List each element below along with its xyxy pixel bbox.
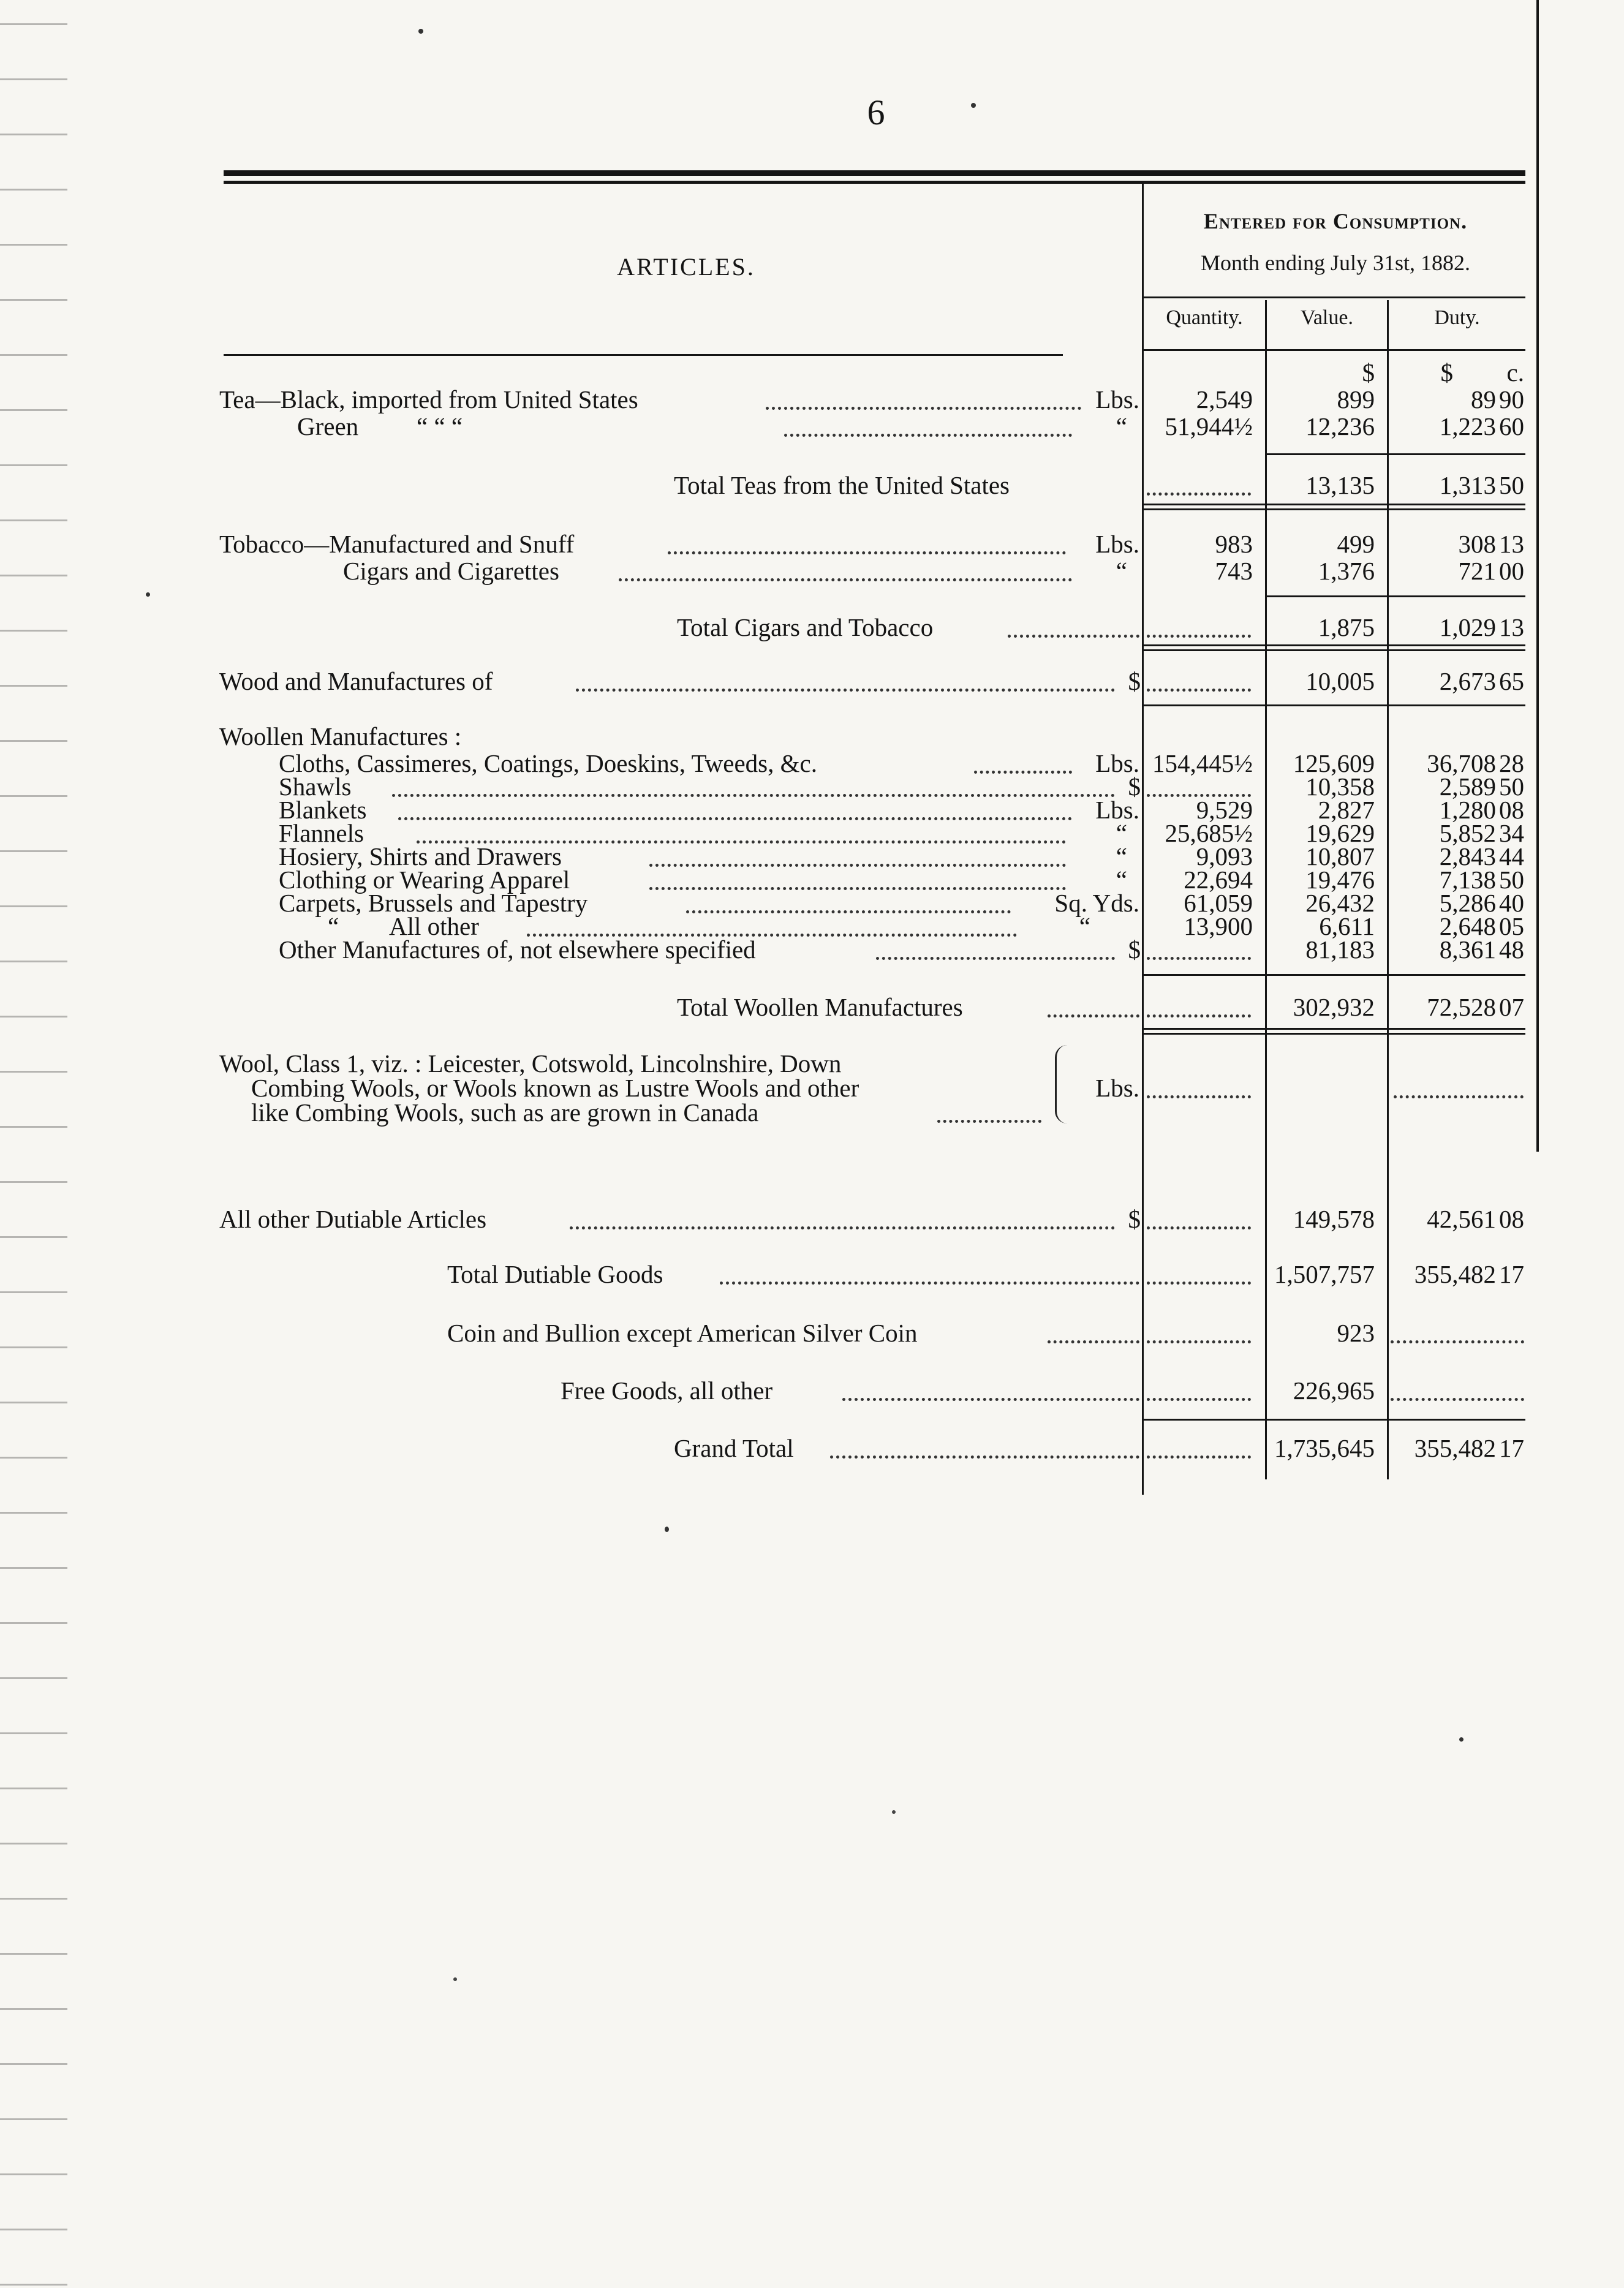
tea-green-unit: “ [1116,412,1127,440]
articles-heading: ARTICLES. [617,253,755,281]
empty-qty-dots [1147,1395,1251,1401]
woollen-heading: Woollen Manufactures : [219,722,462,750]
grand-total-duty-cents: 17 [1499,1434,1524,1462]
cloths-qty: 154,445½ [1152,749,1253,777]
total-tobacco-duty-cents: 13 [1499,613,1524,641]
wool-unit: Lbs. [1095,1074,1139,1102]
leader-dots [649,885,1066,890]
empty-qty-dots [1147,1279,1251,1285]
scan-speck [1459,1737,1463,1742]
leader-dots [1048,1012,1139,1018]
tobacco-manufactured-label: Tobacco—Manufactured and Snuff [219,530,575,558]
tea-black-unit: Lbs. [1095,385,1139,413]
other-manufactures-value: 81,183 [1305,935,1375,964]
tobacco-manufactured-unit: Lbs. [1095,530,1139,558]
clothing-value: 19,476 [1305,866,1375,894]
col-duty-header: Duty. [1434,306,1480,329]
blankets-value: 2,827 [1318,796,1375,824]
total-teas-duty-cents: 50 [1499,471,1524,499]
scan-speck [971,103,976,108]
carpets-duty-dollars: 5,286 [1439,889,1496,917]
page-number: 6 [867,93,885,132]
tobacco-manufactured-qty: 983 [1215,530,1253,558]
leader-dots [649,861,1066,867]
leader-dots [1048,1338,1139,1343]
total-double-rule [1142,1033,1525,1035]
cloths-value: 125,609 [1293,749,1375,777]
total-double-rule [1142,649,1525,651]
top-rule-thin [224,181,1525,184]
cloths-unit: Lbs. [1095,749,1139,777]
hosiery-duty-cents: 44 [1499,842,1524,870]
tobacco-manufactured-duty-dollars: 308 [1458,530,1496,558]
other-manufactures-duty-cents: 48 [1499,935,1524,964]
flannels-label: Flannels [279,819,364,847]
carpets-other-value: 6,611 [1319,912,1375,940]
blankets-label: Blankets [279,796,367,824]
grand-total-value: 1,735,645 [1274,1434,1375,1462]
leader-dots [398,815,1072,820]
tea-black-value: 899 [1337,385,1375,413]
col-quantity-header: Quantity. [1166,306,1243,329]
total-tobacco-value: 1,875 [1318,613,1375,641]
wood-duty-cents: 65 [1499,667,1524,695]
empty-qty-dots [1147,490,1251,496]
flannels-unit: “ [1116,819,1127,847]
empty-duty-dots [1394,1093,1524,1098]
month-heading: Month ending July 31st, 1882. [1200,251,1470,275]
empty-qty-dots [1147,686,1251,692]
entered-heading: Entered for Consumption. [1203,209,1468,233]
hosiery-unit: “ [1116,842,1127,870]
blankets-qty: 9,529 [1196,796,1253,824]
leader-dots [392,791,1115,797]
tea-green-qty: 51,944½ [1165,412,1253,440]
carpets-unit: Sq. Yds. [1054,889,1139,917]
total-double-rule [1142,504,1525,505]
tea-black-duty-dollars: 89 [1471,385,1496,413]
grand-total-label: Grand Total [674,1434,794,1462]
tea-black-duty-cents: 90 [1499,385,1524,413]
free-goods-label: Free Goods, all other [561,1376,773,1405]
left-edge-scan-noise [0,0,67,2288]
shawls-label: Shawls [279,772,352,801]
all-other-label: All other Dutiable Articles [219,1205,487,1233]
total-dutiable-value: 1,507,757 [1274,1260,1375,1288]
col-value-header: Value. [1301,306,1353,329]
all-other-duty-dollars: 42,561 [1427,1205,1496,1233]
empty-qty-dots [1147,632,1251,638]
blankets-unit: Lbs. [1095,796,1139,824]
wool-line-3: like Combing Wools, such as are grown in Canada [251,1098,759,1127]
other-manufactures-label: Other Manufactures of, not elsewhere specified [279,935,756,964]
cigars-unit: “ [1116,557,1127,585]
tobacco-manufactured-value: 499 [1337,530,1375,558]
tea-green-label: Green [297,412,359,440]
empty-duty-dots [1391,1395,1524,1401]
grand-total-duty-dollars: 355,482 [1414,1434,1496,1462]
total-woollen-duty-dollars: 72,528 [1427,993,1496,1021]
flannels-value: 19,629 [1305,819,1375,847]
scan-speck [892,1810,896,1814]
top-rule-thick [224,170,1525,176]
total-dutiable-duty-cents: 17 [1499,1260,1524,1288]
total-double-rule [1142,508,1525,510]
other-manufactures-duty-dollars: 8,361 [1439,935,1496,964]
wood-label: Wood and Manufactures of [219,667,493,695]
all-other-value: 149,578 [1293,1205,1375,1233]
coin-label: Coin and Bullion except American Silver Coin [447,1319,918,1347]
header-rule [1142,296,1525,298]
blankets-duty-cents: 08 [1499,796,1524,824]
hosiery-qty: 9,093 [1196,842,1253,870]
all-other-unit: $ [1128,1205,1141,1233]
cigars-qty: 743 [1215,557,1253,585]
coin-value: 923 [1337,1319,1375,1347]
cloths-duty-cents: 28 [1499,749,1524,777]
total-double-rule [1142,644,1525,646]
empty-qty-dots [1147,954,1251,960]
leader-dots [842,1395,1139,1401]
colhead-underline [1142,349,1525,351]
leader-dots [766,404,1081,410]
leader-dots [937,1117,1041,1123]
leader-dots [720,1279,1139,1285]
clothing-label: Clothing or Wearing Apparel [279,866,570,894]
empty-qty-dots [1147,1093,1251,1098]
total-tobacco-duty-dollars: 1,029 [1439,613,1496,641]
wood-value: 10,005 [1305,667,1375,695]
section-rule [1142,704,1525,706]
tea-black-qty: 2,549 [1196,385,1253,413]
shawls-unit: $ [1128,772,1141,801]
hosiery-duty-dollars: 2,843 [1439,842,1496,870]
articles-underline [224,354,1063,356]
subtotal-rule [1267,453,1525,455]
empty-qty-dots [1147,1338,1251,1343]
leader-dots [619,576,1072,581]
empty-qty-dots [1147,1224,1251,1229]
empty-qty-dots [1147,1012,1251,1018]
cigars-value: 1,376 [1318,557,1375,585]
wood-unit: $ [1128,667,1141,695]
leader-dots [668,549,1066,554]
shawls-value: 10,358 [1305,772,1375,801]
subtotal-rule [1142,974,1525,976]
carpets-other-qty: 13,900 [1184,912,1253,940]
wool-line-1: Wool, Class 1, viz. : Leicester, Cotswold, Lincolnshire, Down [219,1049,842,1078]
subtotal-rule [1267,595,1525,597]
total-woollen-label: Total Woollen Manufactures [677,993,963,1021]
total-teas-value: 13,135 [1305,471,1375,499]
tea-green-duty-dollars: 1,223 [1439,412,1496,440]
value-unit: $ [1362,358,1375,387]
carpets-other-label: All other [389,912,479,940]
tea-black-label: Tea—Black, imported from United States [219,385,638,413]
cloths-label: Cloths, Cassimeres, Coatings, Doeskins, Tweeds, &c. [279,749,817,777]
empty-duty-dots [1391,1338,1524,1343]
carpets-label: Carpets, Brussels and Tapestry [279,889,588,917]
leader-dots [576,686,1115,692]
leader-dots [784,431,1072,437]
shawls-duty-cents: 50 [1499,772,1524,801]
total-woollen-value: 302,932 [1293,993,1375,1021]
carpets-qty: 61,059 [1184,889,1253,917]
clothing-qty: 22,694 [1184,866,1253,894]
duty-unit-dollars: $ [1440,358,1453,387]
hosiery-label: Hosiery, Shirts and Drawers [279,842,562,870]
tea-green-value: 12,236 [1305,412,1375,440]
tea-green-duty-cents: 60 [1499,412,1524,440]
carpets-duty-cents: 40 [1499,889,1524,917]
flannels-duty-cents: 34 [1499,819,1524,847]
leader-dots [686,908,1011,913]
clothing-duty-dollars: 7,138 [1439,866,1496,894]
empty-qty-dots [1147,1453,1251,1459]
all-other-duty-cents: 08 [1499,1205,1524,1233]
cigars-duty-cents: 00 [1499,557,1524,585]
blankets-duty-dollars: 1,280 [1439,796,1496,824]
leader-dots [570,1224,1115,1229]
carpets-other-duty-dollars: 2,648 [1439,912,1496,940]
leader-dots [1008,632,1139,638]
free-goods-value: 226,965 [1293,1376,1375,1405]
other-manufactures-unit: $ [1128,935,1141,964]
shawls-duty-dollars: 2,589 [1439,772,1496,801]
cloths-duty-dollars: 36,708 [1427,749,1496,777]
wood-duty-dollars: 2,673 [1439,667,1496,695]
cigars-duty-dollars: 721 [1458,557,1496,585]
clothing-duty-cents: 50 [1499,866,1524,894]
tea-green-ditto: “ “ “ [417,412,463,440]
total-teas-label: Total Teas from the United States [674,471,1010,499]
scan-speck [665,1527,669,1532]
scan-speck [418,29,423,34]
clothing-unit: “ [1116,866,1127,894]
cigars-label: Cigars and Cigarettes [343,557,559,585]
leader-dots [830,1453,1139,1459]
flannels-duty-dollars: 5,852 [1439,819,1496,847]
leader-dots [876,954,1115,960]
flannels-qty: 25,685½ [1165,819,1253,847]
carpets-other-duty-cents: 05 [1499,912,1524,940]
wool-line-2: Combing Wools, or Wools known as Lustre Wools and other [251,1074,859,1102]
hosiery-value: 10,807 [1305,842,1375,870]
right-edge-rule [1536,0,1539,1152]
carpets-value: 26,432 [1305,889,1375,917]
total-dutiable-label: Total Dutiable Goods [447,1260,663,1288]
total-tobacco-label: Total Cigars and Tobacco [677,613,934,641]
scan-speck [453,1977,457,1981]
duty-unit-cents: c. [1506,358,1524,387]
carpets-other-ditto: “ [328,912,339,940]
carpets-other-unit: “ [1079,912,1090,940]
total-teas-duty-dollars: 1,313 [1439,471,1496,499]
total-dutiable-duty-dollars: 355,482 [1414,1260,1496,1288]
total-double-rule [1142,1028,1525,1030]
scan-speck [146,592,150,597]
tobacco-manufactured-duty-cents: 13 [1499,530,1524,558]
total-woollen-duty-cents: 07 [1499,993,1524,1021]
grand-total-rule [1142,1419,1525,1421]
